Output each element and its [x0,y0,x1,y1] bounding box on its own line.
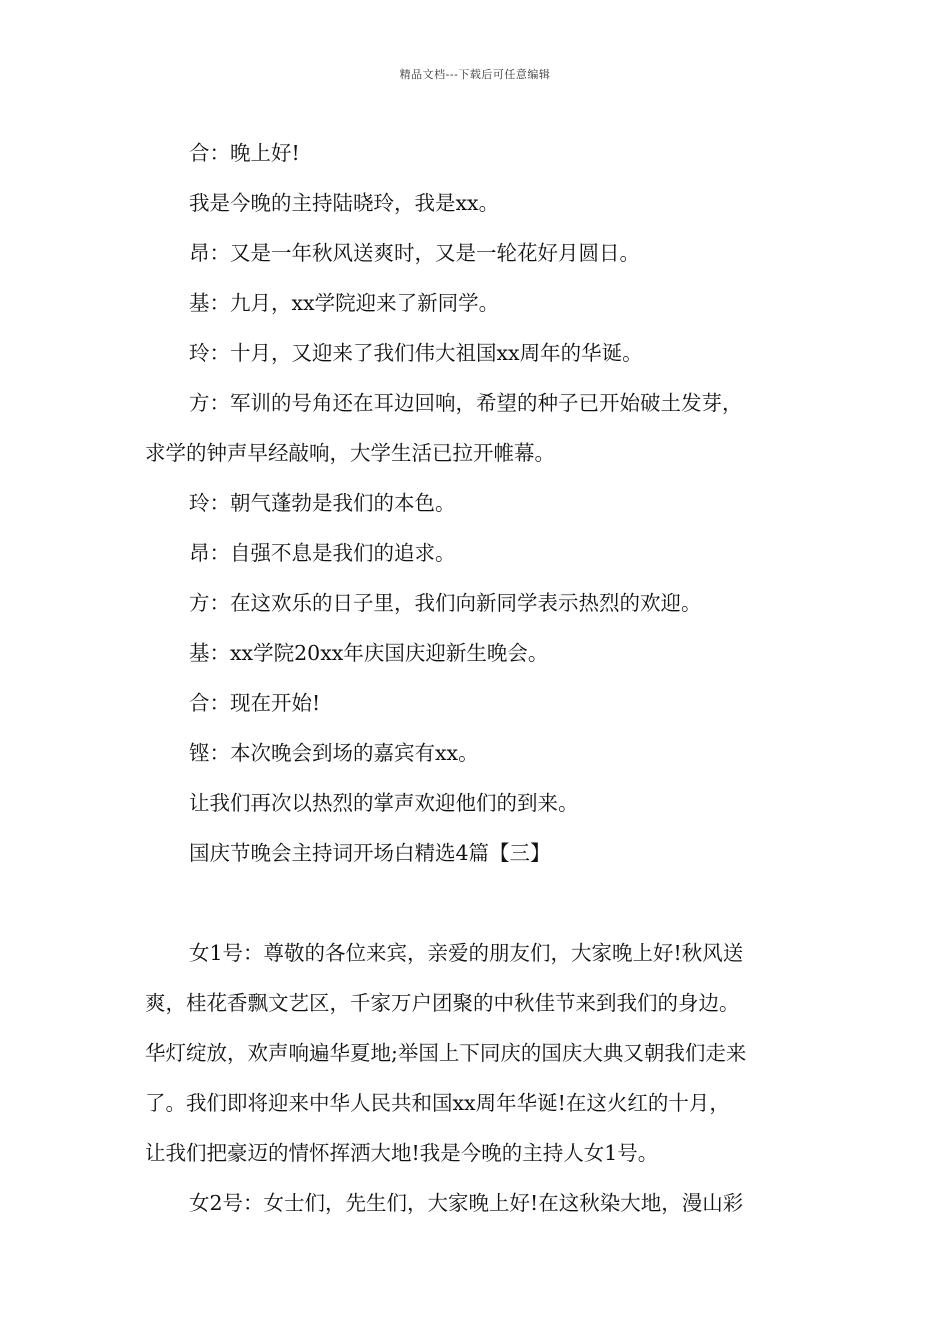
text-line: 昂：又是一年秋风送爽时，又是一轮花好月圆日。 [189,241,640,265]
paragraph-line: 爽，桂花香飘文艺区，千家万户团聚的中秋佳节来到我们的身边。 [145,991,740,1015]
paragraph-line: 让我们把豪迈的情怀挥洒大地!我是今晚的主持人女1号。 [145,1141,659,1165]
paragraph-line: 了。我们即将迎来中华人民共和国xx周年华诞!在这火红的十月， [145,1091,730,1115]
text-line: 铿：本次晚会到场的嘉宾有xx。 [189,741,479,765]
text-line: 基：九月，xx学院迎来了新同学。 [189,291,500,315]
text-line: 玲：朝气蓬勃是我们的本色。 [189,491,456,515]
text-line: 我是今晚的主持陆晓玲，我是xx。 [189,191,500,215]
text-line: 让我们再次以热烈的掌声欢迎他们的到来。 [189,791,579,815]
document-body [145,128,810,1228]
blank-line [145,878,810,928]
paragraph-line: 华灯绽放，欢声响遍华夏地;举国上下同庆的国庆大典又朝我们走来 [145,1041,747,1065]
section-heading: 国庆节晚会主持词开场白精选4篇【三】 [189,841,551,865]
page-header: 精品文档---下载后可任意编辑 [399,68,551,81]
paragraph-line: 女1号：尊敬的各位来宾，亲爱的朋友们，大家晚上好!秋风送 [189,941,744,965]
text-line: 求学的钟声早经敲响，大学生活已拉开帷幕。 [145,441,555,465]
text-line: 方：军训的号角还在耳边回响，希望的种子已开始破土发芽， [189,391,743,415]
paragraph-line: 女2号：女士们，先生们，大家晚上好!在这秋染大地，漫山彩 [189,1191,744,1215]
text-line: 玲：十月，又迎来了我们伟大祖国xx周年的华诞。 [189,341,643,365]
text-line: 昂：自强不息是我们的追求。 [189,541,456,565]
text-line: 合：现在开始! [189,691,321,715]
text-line: 方：在这欢乐的日子里，我们向新同学表示热烈的欢迎。 [189,591,702,615]
text-line: 基：xx学院20xx年庆国庆迎新生晚会。 [189,641,549,665]
text-line: 合：晚上好! [189,141,300,165]
